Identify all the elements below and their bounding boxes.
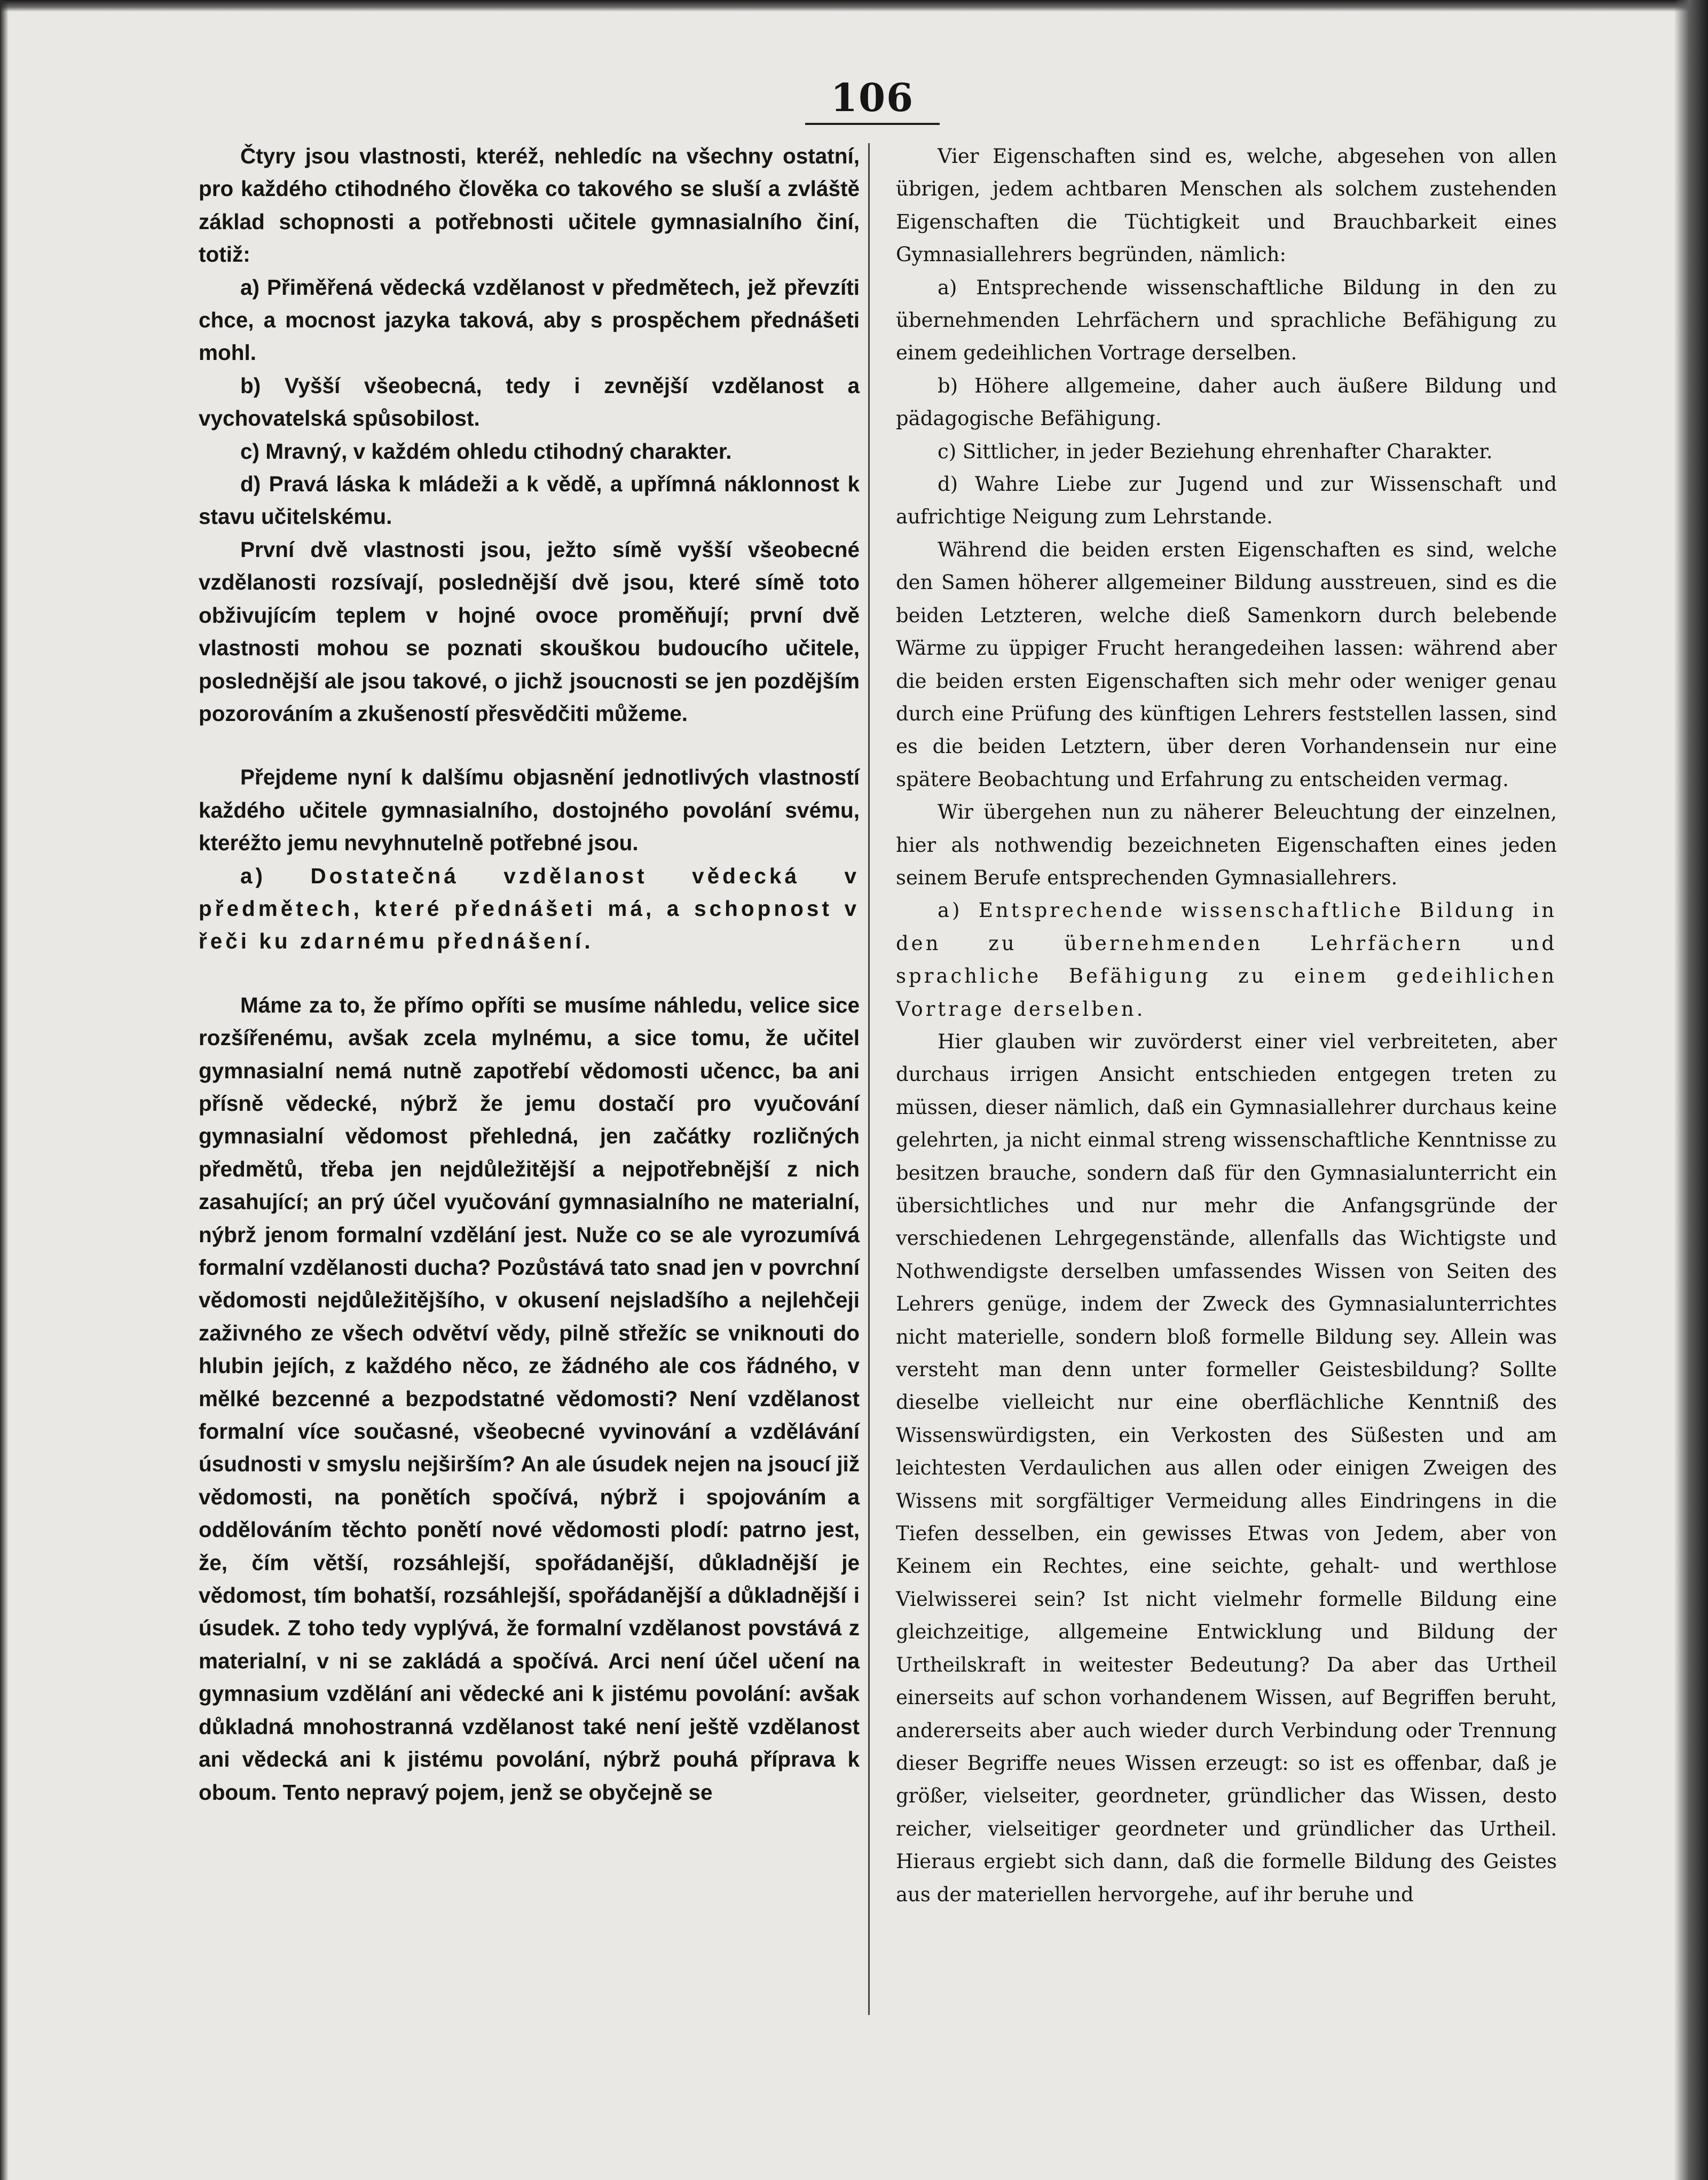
german-section-heading-a: a) Entsprechende wissenschaftliche Bildung in den zu übernehmenden Lehrfächern und sprachliche Befähigung zu einem gedeihlichen Vortrage derselben. [896,899,1557,1021]
german-list-item-d: d) Wahre Liebe zur Jugend und zur Wissenschaft und aufrichtige Neigung zum Lehrstande. [896,473,1557,529]
czech-section-heading-a: a) Dostatečná vzdělanost vědecká v předmětech, které přednášeti má, a schopnost v řeči ku zdarnému přednášení. [199,863,860,954]
german-paragraph-intro: Vier Eigenschaften sind es, welche, abgesehen von allen übrigen, jedem achtbaren Menschen als solchem zustehenden Eigenschaften die Tüchtigkeit und Brauchbarkeit eines Gymnasiallehrers begründen, nämlich: [896,145,1557,266]
german-list-item-a: a) Entsprechende wissenschaftliche Bildung in den zu übernehmenden Lehrfächern und sprachliche Befähigung zu einem gedeihlichen Vortrage derselben. [896,276,1557,365]
czech-paragraph-transition: Přejdeme nyní k dalšímu objasnění jednotlivých vlastností každého učitele gymnasialního, dostojného povolání svému, kteréžto jemu nevyhnutelně potřebné jsou. [199,765,860,856]
column-divider [868,143,870,2015]
german-list-item-b: b) Höhere allgemeine, daher auch äußere Bildung und pädagogische Befähigung. [896,374,1557,430]
german-paragraph-body: Hier glauben wir zuvörderst einer viel verbreiteten, aber durchaus irrigen Ansicht entschieden entgegen treten zu müssen, dieser nämlich, daß ein Gymnasiallehrer durchaus keine gelehrten, ja nicht einmal streng wissenschaftliche Kenntnisse zu besitzen brauche, sondern daß für den Gymnasialunterricht ein übersichtliches und nur mehr die Anfangsgründe der verschiedenen Lehrgegenstände, allenfalls das Wichtigste und Nothwendigste derselben umfassendes Wissen von Seiten des Lehrers genüge, indem der Zweck des Gymnasialunterrichtes nicht materielle, sondern bloß formelle Bildung sey. Allein was versteht man denn unter formeller Geistesbildung? Sollte dieselbe vielleicht nur eine oberflächliche Kenntniß des Wissenswürdigsten, ein Verkosten des Süßesten und am leichtesten Verdaulichen aus allen oder einigen Zweigen des Wissens mit sorgfältiger Vermeidung alles Eindringens in die Tiefen desselben, ein gewisses Etwas von Jedem, aber von Keinem ein Rechtes, eine seichte, gehalt- und werthlose Vielwisserei sein? Ist nicht vielmehr formelle Bildung eine gleichzeitige, allgemeine Entwicklung und Bildung der Urtheilskraft in weitester Bedeutung? Da aber das Urtheil einerseits auf schon vorhandenem Wissen, auf Begriffen beruht, andererseits aber auch wieder durch Verbindung oder Trennung dieser Begriffe neues Wissen erzeugt: so ist es offenbar, daß je größer, vielseiter, geordneter, gründlicher das Wissen, desto reicher, vielseitiger geordneter und gründlicher das Urtheil. Hieraus ergiebt sich dann, daß die formelle Bildung des Geistes aus der materiellen hervorgehe, auf ihr beruhe und [896,1030,1557,1906]
czech-list-item-d: d) Pravá láska k mládeži a k vědě, a upřímná náklonnost k stavu učitelskému. [199,472,860,529]
czech-paragraph-intro: Čtyry jsou vlastnosti, kteréž, nehledíc na všechny ostatní, pro každého ctihodného člověka co takového se sluší a zvláště základ schopnosti a potřebnosti učitele gymnasialního činí, totiž: [199,144,860,267]
german-paragraph-transition: Wir übergehen nun zu näherer Beleuchtung der einzelnen, hier als nothwendig bezeichneten Eigenschaften eines jeden seinem Berufe entsprechenden Gymnasiallehrers. [896,801,1557,889]
german-paragraph-properties: Während die beiden ersten Eigenschaften es sind, welche den Samen höherer allgemeiner Bildung ausstreuen, sind es die beiden Letzteren, welche dieß Samenkorn durch belebende Wärme zu üppiger Frucht herangedeihen lassen: während aber die beiden ersten Eigenschaften sich mehr oder weniger genau durch eine Prüfung des künftigen Lehrers feststellen lassen, sind es die beiden Letztern, über deren Vorhandensein nur eine spätere Beobachtung und Erfahrung zu entscheiden vermag. [896,538,1557,791]
scan-edge-right [1674,0,1708,2180]
czech-list-item-a: a) Přiměřená vědecká vzdělanost v předmětech, jež převzíti chce, a mocnost jazyka taková, aby s prospěchem přednášeti mohl. [199,275,860,365]
czech-list-item-c: c) Mravný, v každém ohledu ctihodný charakter. [240,438,732,464]
german-column [896,140,1557,1911]
scan-edge-top [0,0,1708,12]
czech-column [199,140,860,1809]
scan-edge-left [0,0,9,2180]
czech-paragraph-properties: První dvě vlastnosti jsou, ježto símě vyšší všeobecné vzdělanosti rozsívají, poslednější dvě jsou, které símě toto obživujícím teplem v hojné ovoce proměňují; první dvě vlastnosti mohou se poznati skouškou budoucího učitele, poslednější ale jsou takové, o jichž jsoucnosti se jen pozdějším pozorováním a zkušeností přesvědčiti můžeme. [199,537,860,726]
czech-paragraph-body: Máme za to, že přímo opříti se musíme náhledu, velice sice rozšířenému, avšak zcela mylnému, a sice tomu, že učitel gymnasialní nemá nutně zapotřebí vědomosti učencc, ba ani přísně vědecké, nýbrž že jemu dostačí pro vyučování gymnasialní vědomost přehledná, jen začátky rozličných předmětů, třeba jen nejdůležitější a nejpotřebnější z nich zasahující; an prý účel vyučování gymnasialního ne materialní, nýbrž jenom formalní vzdělání jest. Nuže co se ale vyrozumívá formalní vzdělanosti ducha? Pozůstává tato snad jen v povrchní vědomosti nejdůležitějšího, v okusení nejsladšího a nejlehčeji zaživného ze všech odvětví vědy, pilně střežíc se vniknouti do hlubin jejích, z každého něco, ze žádného ale cos řádného, v mělké bezcenné a bezpodstatné vědomosti? Není vzdělanost formalní více současné, všeobecné vyvinování a vzdělávání úsudnosti v smyslu nejširším? An ale úsudek nejen na jsoucí již vědomosti, na ponětích spočívá, nýbrž i spojováním a oddělováním těchto ponětí nové vědomosti plodí: patrno jest, že, čím větší, rozsáhlejší, spořádanější, důkladnější je vědomost, tím bohatší, rozsáhlejší, spořádanější a důkladnější i úsudek. Z toho tedy vyplývá, že formalní vzdělanost povstává z materialní, v ni se zakládá a spočívá. Arci není účel učení na gymnasium vzdělání ani vědecké ani k jistému povolání: avšak důkladná mnohostranná vzdělanost také není ještě vzdělanost ani vědecká ani k jistému povolání, nýbrž pouhá příprava k oboum. Tento nepravý pojem, jenž se obyčejně se [199,992,860,1805]
page-number-underline [805,123,940,125]
czech-list-item-b: b) Vyšší všeobecná, tedy i zevnější vzdělanost a vychovatelská spůsobilost. [199,373,860,431]
page-number: 106 [830,75,915,120]
german-list-item-c: c) Sittlicher, in jeder Beziehung ehrenhafter Charakter. [938,440,1493,463]
